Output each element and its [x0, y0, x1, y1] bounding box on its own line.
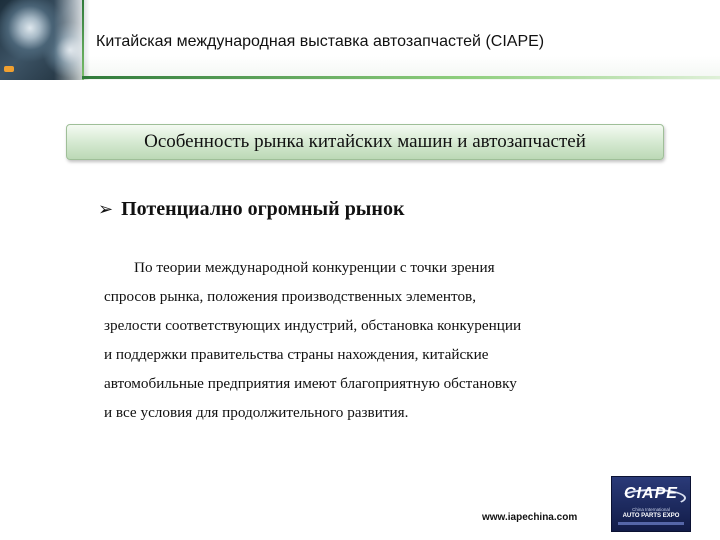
logo-expo-label: AUTO PARTS EXPO: [622, 513, 680, 519]
title-banner: [66, 124, 664, 160]
logo-stripe: [618, 522, 684, 525]
body-paragraph: [104, 253, 614, 427]
paragraph-line: зрелости соответствующих индустрий, обстановка конкуренции: [104, 317, 522, 334]
header-divider: [82, 0, 84, 80]
slide-header: [0, 0, 720, 80]
paragraph-line: По теории международной конкуренции с точки зрения: [134, 259, 495, 276]
header-title: Китайская международная выставка автозапчастей (CIAPE): [96, 33, 545, 50]
paragraph-line: и поддержки правительства страны нахождения, китайские: [104, 346, 489, 363]
banner-title: Особенность рынка китайских машин и автозапчастей: [144, 131, 586, 152]
paragraph-line: автомобильные предприятия имеют благоприятную обстановку: [104, 375, 517, 392]
logo-mark: CIAPE: [624, 485, 678, 502]
arrow-bullet-icon: ➢: [98, 199, 114, 220]
paragraph-line: спросов рынка, положения производственных элементов,: [104, 288, 477, 305]
paragraph-line: и все условия для продолжительного развития.: [104, 404, 409, 421]
website-link[interactable]: www.iapechina.com: [482, 512, 578, 523]
bullet-row: [98, 198, 404, 221]
logo-subtitle: China International: [632, 507, 670, 512]
ciape-logo: [611, 476, 691, 532]
bullet-heading: Потенциално огромный рынок: [121, 198, 405, 220]
header-rule: [82, 76, 720, 79]
header-car-photo: [0, 0, 90, 80]
headlight-indicator: [4, 66, 14, 72]
